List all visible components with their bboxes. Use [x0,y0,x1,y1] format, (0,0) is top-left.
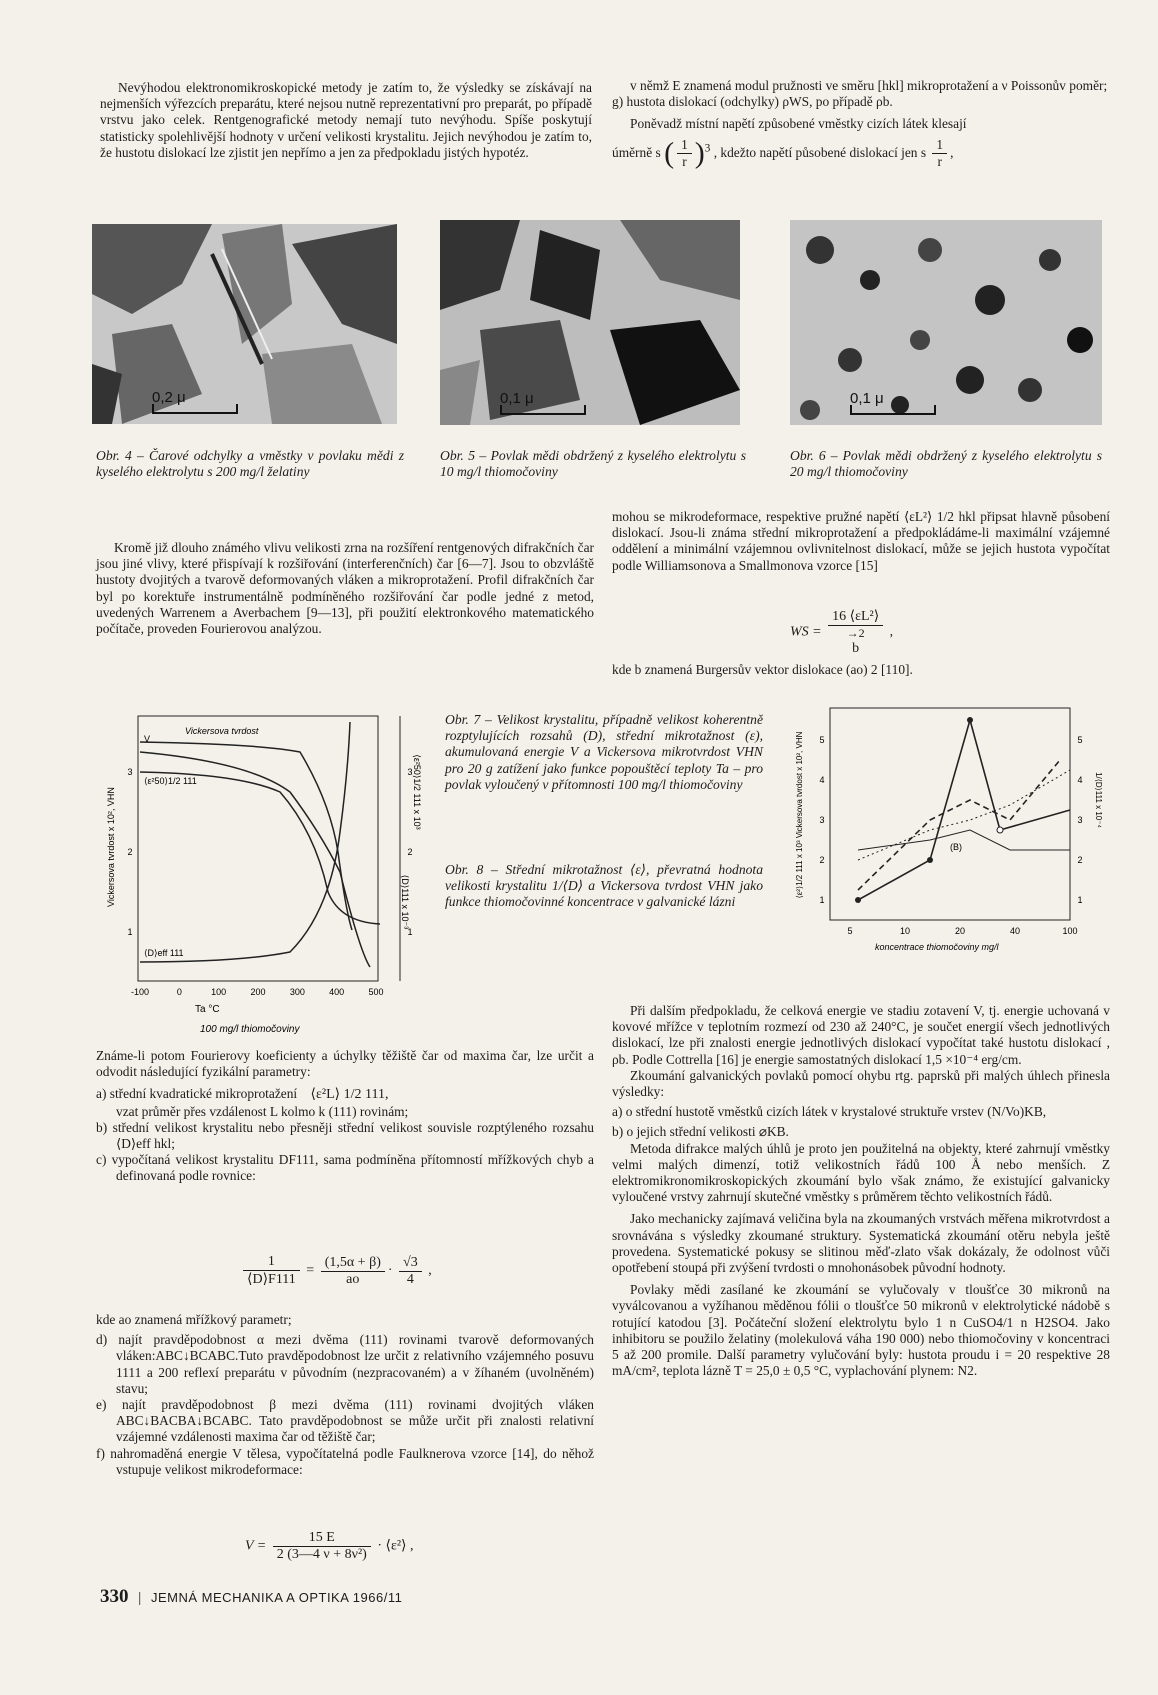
plot-frame [830,708,1070,920]
series-solid [858,720,1070,900]
micrograph-texture [92,224,397,424]
c7-xtick-5: 400 [329,987,345,997]
c8-xtick-1: 10 [899,926,911,936]
micrograph-texture [790,220,1102,425]
c7-xtick-1: 0 [176,987,182,997]
c7-ytick-right-2: 3 [407,767,413,777]
journal-name: JEMNÁ MECHANIKA A OPTIKA 1966/11 [151,1590,403,1605]
stress-text: Poněvadž místní napětí způsobené vměstky cizích látek klesají [630,116,967,132]
c7-ytick-left-2: 3 [127,767,133,777]
c7-xtick-6: 500 [368,987,384,997]
parameters-intro: Známe-li potom Fourierovy koeficienty a úchylky těžiště čar od maxima čar, lze určit a odvodit následující fyzikální parametry: [96,1048,594,1080]
param-b: b) střední velikost krystalitu nebo přesněji střední velikost souvisle rozptýleného rozsahu ⟨D⟩eff hkl; [96,1119,594,1152]
curve-D [140,722,350,962]
y-axis-label-right-eps: ⟨ε²50⟩1/2 111 x 10³ [412,754,422,830]
scale-bar-fig6: 0,1 μ [850,390,936,415]
c8-ytick-right-1: 2 [1077,855,1083,865]
scale-bar-fig5: 0,1 μ [500,390,586,415]
micrograph-fig4 [92,224,397,424]
param-e: e) najít pravděpodobnost β mezi dvěma (111) rovinami dvojitých vláken ABC↓BACBA↓BCABC. Tato pravděpodobnost se může určit při znalosti relativní vzájemné vzdálenosti maxima čar od těžiště čar; [96,1397,594,1445]
c8-xtick-4: 100 [1062,926,1078,936]
c8-ytick-right-4: 5 [1077,735,1083,745]
micrograph-fig5 [440,220,740,425]
intro-paragraph-left: Nevýhodou elektronomikroskopické metody je zatím to, že výsledky se získávají na nejmenších výřezcích preparátu, které nejsou nutně reprezentativní pro preparát, po případě vrstvu jako celek. Rentgenografické metody nemají tuto nevýhodu. Spíše poskytují statisticky spolehlivější hodnoty v určení velikosti krystalitu. Jejich nevýhodou je zatím to, že hustotu dislokací lze zjistit jen nepřímo a jen za předpokladu jistých hypotéz. [100,80,592,160]
hardness-paragraph: Jako mechanicky zajímavá veličina byla na zkoumaných vrstvách měřena mikrotvrdost a srovnávána s výsledky zkoumané struktury. Systematická zkoumání otěru nebyla ještě provedena. Systematické pokusy se slitinou měď-zlato však dokázaly, že odolnost vůči opotřebení stoupá při zvýšení tvrdosti o mnohonásobek původní hodnoty. [612,1211,1110,1276]
c8-ytick-right-2: 3 [1077,815,1083,825]
c7-xtick-4: 300 [289,987,305,997]
c8-ytick-left-3: 4 [819,775,825,785]
caption-fig7: Obr. 7 – Velikost krystalitu, případně velikost koherentně rozptylujících rozsahů (D), střední mikrotažnost (ε), akumulovaná energie V a Vickersova mikrotvrdost VHN pro 20 g zatížení jako funkce popouštěcí teploty Ta – pro povlak vyloučený v přítomnosti 100 mg/l thiomočoviny [445,712,763,792]
label-D: ⟨D⟩eff 111 [144,948,184,958]
c8-xtick-2: 20 [954,926,966,936]
micrograph-fig6 [790,220,1102,425]
chart-fig7 [100,712,430,1037]
series-dashed [858,760,1060,890]
caption-fig8: Obr. 8 – Střední mikrotažnost ⟨ε⟩, převratná hodnota velikosti krystalitu 1/⟨D⟩ a Vickersova tvrdost VHN jako funkce thiomočovinné koncentrace v galvanické lázni [445,862,763,910]
c8-ytick-left-1: 2 [819,855,825,865]
c7-xtick-3: 200 [250,987,266,997]
c8-ytick-left-4: 5 [819,735,825,745]
y-axis-label-left: Vickersova tvrdost x 10², VHN [106,787,116,907]
series-dotted [858,770,1070,860]
burgers-definition: kde b znamená Burgersův vektor dislokace (ao) 2 [110]. [612,662,913,677]
parameters-list [96,1048,594,1185]
chart7-subtitle: 100 mg/l thiomočoviny [200,1024,300,1035]
y-axis-label-left: ⟨ε²⟩1/2 111 x 10³ Vickersova tvrdost x 10², VHN [795,731,804,899]
c8-ytick-right-3: 4 [1077,775,1083,785]
c7-ytick-right-0: 1 [407,927,413,937]
label-eps: ⟨ε²50⟩1/2 111 [144,776,197,786]
label-vickers: Vickersova tvrdost [185,726,259,736]
proportion-line: úměrně s ( $\frac{1}{r}$ )$^3$ , kdežto napětí působené dislokací jen s $\frac{1}{r}$ , [612,136,954,170]
caption-fig6: Obr. 6 – Povlak mědi obdržený z kyselého elektrolytu s 20 mg/l thiomočoviny [790,448,1102,480]
chart-fig8 [780,700,1110,960]
page-number: 330 [100,1586,129,1607]
c8-xtick-3: 40 [1009,926,1021,936]
c8-ytick-left-0: 1 [819,895,825,905]
y-axis-label-right-d: ⟨D⟩111 x 10⁻³ [400,874,410,930]
c8-ytick-right-0: 1 [1077,895,1083,905]
coating-paragraph: Povlaky mědi zasílané ke zkoumání se vylučovaly v tloušťce 30 mikronů na vyválcovanou a vyžíhanou měděnou fólii o tloušťce 50 mikronů v elektrolytické nádobě s rotující katodou [3]. Počáteční složení elektrolytu bylo 1 n CuSO4/1 n H2SO4. Jako inhibitoru se použilo želatiny (molekulová váha 190 000) nebo thiomočoviny v koncentraci 5 až 200 promile. Další parametry vylučování byly: hustota proudu i = 20 respektive 28 mA/cm², teplota lázně T = 25,0 ± 0,5 °C, vyplachování plynem: N2. [612,1282,1110,1379]
result-b: b) o jejich střední velikosti ⌀KB. [612,1124,789,1140]
page-footer: 330 | JEMNÁ MECHANIKA A OPTIKA 1966/11 [100,1586,403,1607]
result-a: a) o střední hustotě vměstků cizích látek v krystalové struktuře vrstev (N/Vo)KB, [612,1104,1047,1120]
poisson-text: v němž E znamená modul pružnosti ve směru [hkl] mikroprotažení a ν Poissonův poměr; [630,78,1108,93]
scale-bar-fig4: 0,2 μ [152,389,238,414]
label-V: V [144,734,151,744]
caption-fig4: Obr. 4 – Čarové odchylky a vměstky v povlaku mědi z kyselého elektrolytu s 200 mg/l želatiny [96,448,404,480]
smallangle-paragraph: Zkoumání galvanických povlaků pomocí ohybu rtg. paprsků při malých úhlech přinesla výsledky: [612,1067,1110,1100]
intro-block-right [612,78,1110,170]
series-thin [858,830,1070,850]
faulkner-formula: V = $\frac{15 E}{\text{2 (3—4 ν + 8ν²)}}$ · ⟨ε²⟩ , [245,1530,414,1562]
parameters-list-2 [96,1312,594,1478]
legend-b: (B) [950,842,962,852]
paragraph-microdeformation: mohou se mikrodeformace, respektive pružné napětí ⟨εL²⟩ 1/2 hkl připsat hlavně působení dislokací. Jsou-li známa střední mikroprotažení a předpokládáme-li maximální vzájemné oddělení a minimální vzájemnou ovlivnitelnost dislokací, může se jejich hustota vypočítat podle Williamsonova a Smallmonova vzorce [15] [612,509,1110,573]
c7-xtick-0: -100 [130,987,150,997]
results-column [612,1003,1110,1379]
param-a: a) střední kvadratické mikroprotažení ⟨ε²L⟩ 1/2 111, [96,1086,389,1103]
param-c: c) vypočítaná velikost krystalitu DF111, sama podmíněna přítomností mřížkových chyb a definovaná podle rovnice: [96,1152,594,1184]
caption-fig5: Obr. 5 – Povlak mědi obdržený z kyselého elektrolytu s 10 mg/l thiomočoviny [440,448,746,480]
item-g: g) hustota dislokací (odchylky) ρWS, po případě ρb. [612,94,893,110]
lattice-param-text: kde ao znamená mřížkový parametr; [96,1312,292,1327]
paragraph-broadening: Kromě již dlouho známého vlivu velikosti zrna na rozšíření rentgenových difrakčních čar jsou jiné vlivy, které přispívají k rozšiřování (interferenčních) čar [6—7]. Jsou to obzvláště hustoty dvojitých a tvarově deformovaných vláken a mikroprotažení. Profil difrakčních čar byl po korektuře instrumentálně podmíněného rozšiřování čar podle jedné z metod, uvedených Warrenem a Averbachem [9—13], při použití elektronkového matematického počítače, proveden Fourierovou analýzou. [96,540,594,637]
param-a-cont: vzat průměr přes vzdálenost L kolmo k (111) rovinám; [116,1103,409,1119]
c7-ytick-left-1: 2 [127,847,133,857]
c7-xtick-2: 100 [211,987,227,997]
method-paragraph: Metoda difrakce malých úhlů je proto jen použitelná na objekty, které zahrnují vměstky velmi malých dimenzí, totiž velikostních řádů 100 Å nebo menších. Z elektromikronomikroskopických zkoumání bylo však známo, že existující galvanicky vyloučené vrstvy zahrnují skutečné vměstky s průměrem těchto velikostních řádů. [612,1140,1110,1205]
micrograph-texture [440,220,740,425]
ws-formula: WS = 16 ⟨εL²⟩ →2 b , [790,609,894,656]
x-axis-label: Ta °C [195,1004,220,1015]
energy-paragraph: Při dalším předpokladu, že celková energie ve stadiu zotavení V, tj. energie uchovaná v kovové mřížce v teplotním rozmezí od 230 až 240°C, je součet energií všech jednotlivých dislokací, lze při znalosti energie jednotlivých dislokací vypočítat také hustotu dislokací , ρb. Podle Cottrella [16] je energie samostatných dislokací 1,5 ×10⁻⁴ erg/cm. [612,1003,1110,1067]
c8-ytick-left-2: 3 [819,815,825,825]
y-axis-label-right: 1/⟨D⟩111 x 10⁻⁴ [1094,772,1103,828]
c7-ytick-left-0: 1 [127,927,133,937]
c7-ytick-right-1: 2 [407,847,413,857]
x-axis-label: koncentrace thiomočoviny mg/l [875,942,999,952]
param-f: f) nahromaděná energie V tělesa, vypočítatelná podle Faulknerova vzorce [14], do něhož vstupuje velikost mikrodeformace: [96,1445,594,1477]
crystallite-formula: $\frac{1}{⟨D⟩F111}$ = $\frac{(1,5\alpha + \beta)}{ao}$ · $\frac{√3}{4}$ , [240,1254,432,1288]
c8-xtick-0: 5 [847,926,853,936]
param-d: d) najít pravděpodobnost α mezi dvěma (111) rovinami tvarově deformovaných vláken:ABC↓BCABC.Tuto pravděpodobnost lze určit z relativního vzájemného posuvu 1111 a 200 reflexí preparátu v původním (nezpracovaném) a v žíhaném (uvolněném) stavu; [96,1332,594,1396]
